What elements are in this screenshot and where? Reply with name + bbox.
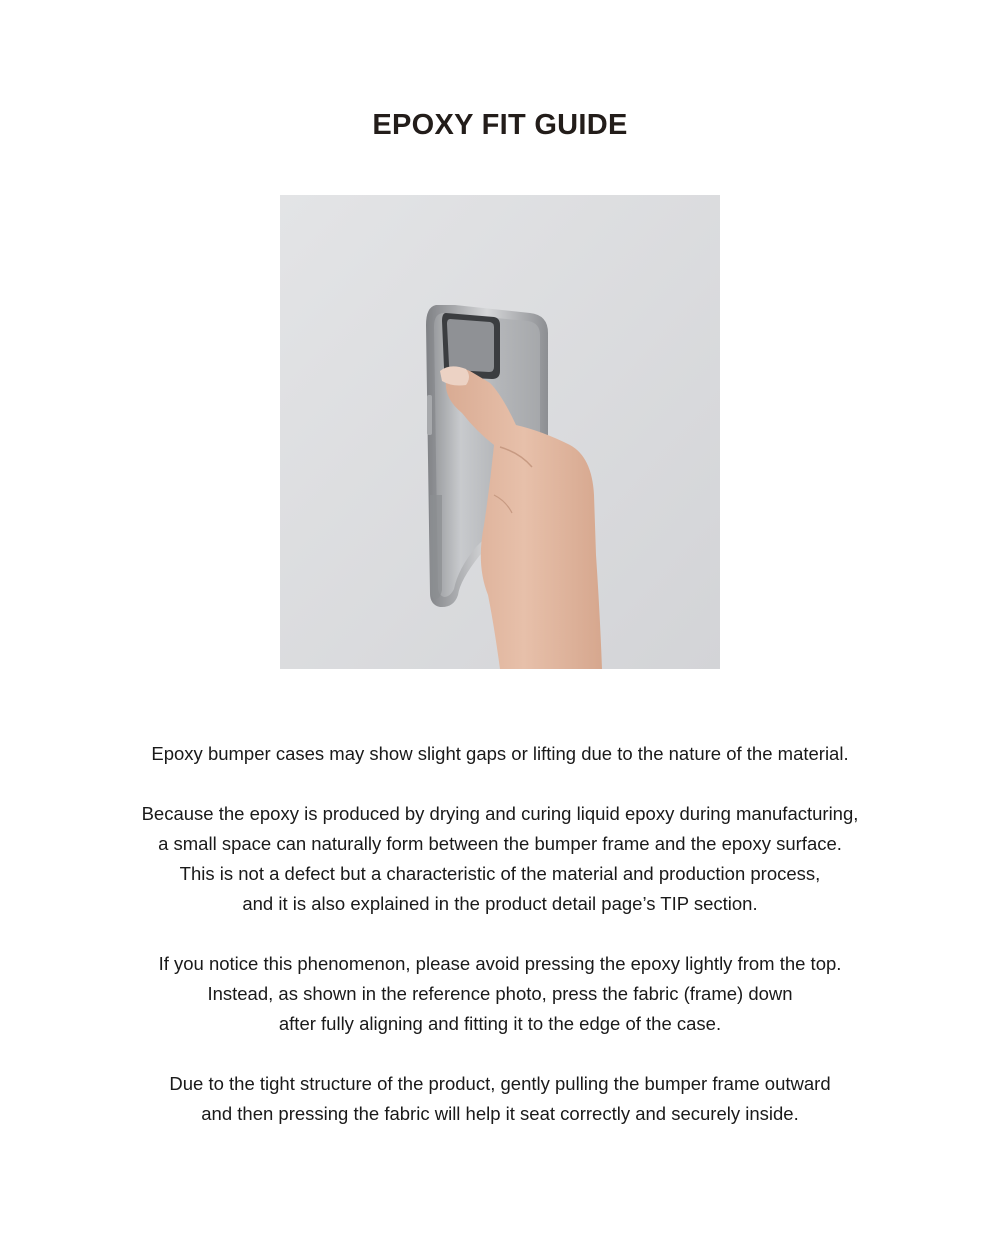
paragraph-pressing-instructions <box>0 949 1000 1039</box>
fit-guide-text <box>0 739 1000 1129</box>
hand-holding-phone-case-image <box>280 195 720 669</box>
paragraph-tight-structure-tip <box>0 1069 1000 1129</box>
text-line: and it is also explained in the product detail page’s TIP section. <box>242 893 758 914</box>
text-line: If you notice this phenomenon, please avoid pressing the epoxy lightly from the top. <box>158 953 842 974</box>
text-line: Because the epoxy is produced by drying and curing liquid epoxy during manufacturing, <box>141 803 859 824</box>
text-line: after fully aligning and fitting it to the edge of the case. <box>278 1013 722 1034</box>
paragraph-manufacturing-note <box>0 799 1000 919</box>
paragraph-material-note <box>0 739 1000 769</box>
text-line: Due to the tight structure of the product, gently pulling the bumper frame outward <box>169 1073 831 1094</box>
page-title: EPOXY FIT GUIDE <box>372 109 628 141</box>
text-line: Epoxy bumper cases may show slight gaps or lifting due to the nature of the material. <box>151 743 849 764</box>
text-line: This is not a defect but a characteristic of the material and production process, <box>179 863 821 884</box>
text-line: a small space can naturally form between the bumper frame and the epoxy surface. <box>158 833 842 854</box>
text-line: Instead, as shown in the reference photo, press the fabric (frame) down <box>207 983 793 1004</box>
reference-photo <box>280 195 720 669</box>
text-line: and then pressing the fabric will help it seat correctly and securely inside. <box>201 1103 799 1124</box>
